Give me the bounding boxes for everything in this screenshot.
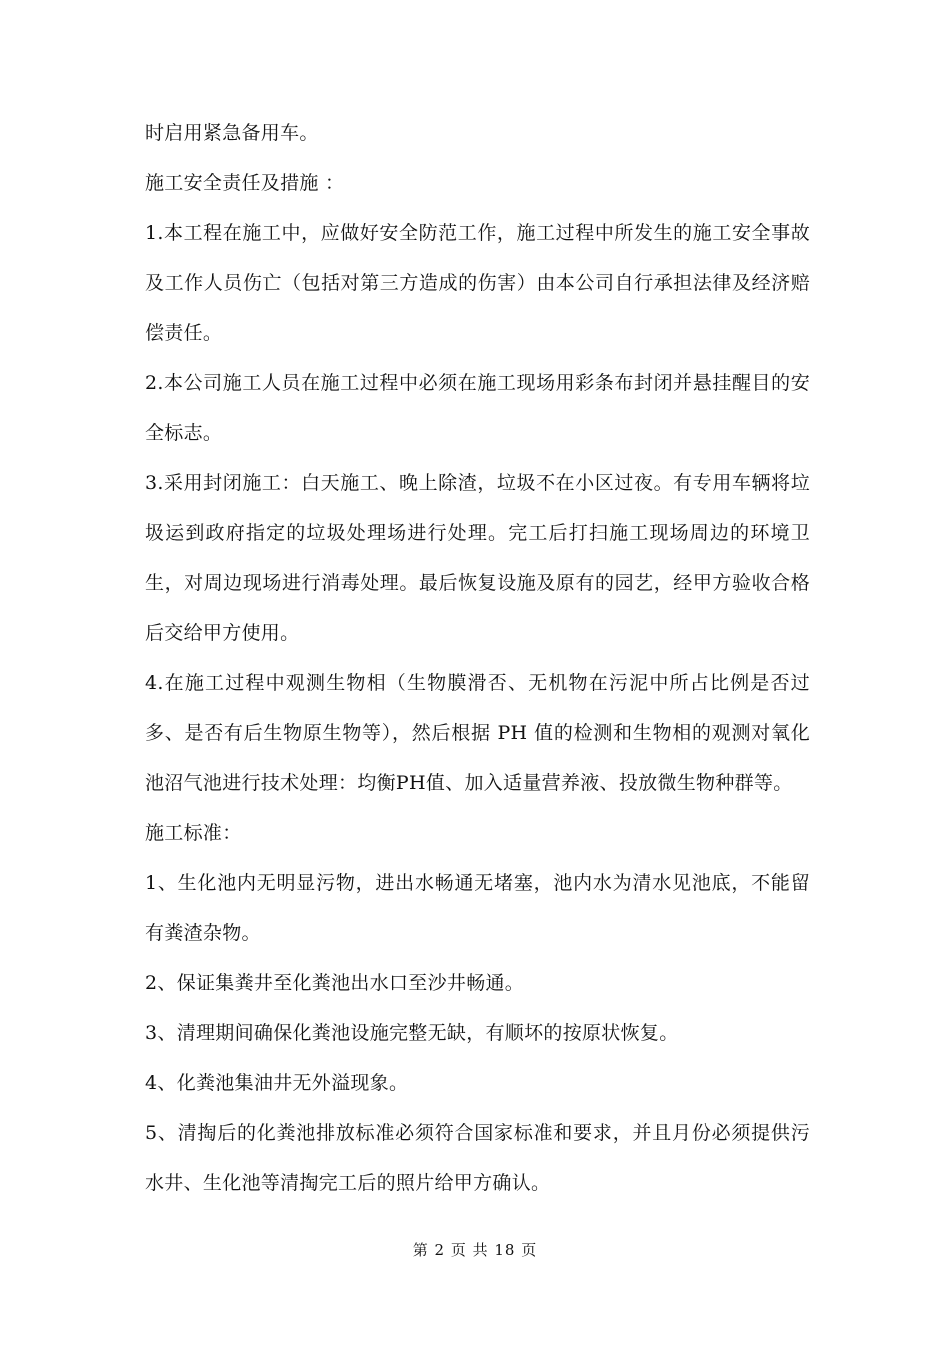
standard-item-4: 4、化粪池集油井无外溢现象。 <box>145 1072 409 1094</box>
section-heading-standards: 施工标准： <box>145 822 242 844</box>
standard-item-2: 2、保证集粪井至化粪池出水口至沙井畅通。 <box>145 972 525 994</box>
page-number-footer: 第 2 页 共 18 页 <box>412 1241 538 1259</box>
safety-item-2: 2.本公司施工人员在施工过程中必须在施工现场用彩条布封闭并悬挂醒目的安全标志。 <box>145 372 810 444</box>
safety-item-4: 4.在施工过程中观测生物相（生物膜滑否、无机物在污泥中所占比例是否过多、是否有后生物原生物等），然后根据 PH 值的检测和生物相的观测对氧化池沼气池进行技术处理：均衡PH值、加入适量营养液、投放微生物种群等。 <box>145 672 810 794</box>
safety-item-1: 1.本工程在施工中，应做好安全防范工作，施工过程中所发生的施工安全事故及工作人员伤亡（包括对第三方造成的伤害）由本公司自行承担法律及经济赔偿责任。 <box>145 222 810 344</box>
section-heading-safety: 施工安全责任及措施 ： <box>145 172 345 194</box>
standard-item-1: 1、生化池内无明显污物，进出水畅通无堵塞，池内水为清水见池底，不能留有粪渣杂物。 <box>145 872 810 944</box>
paragraph-continuation: 时启用紧急备用车。 <box>145 122 319 144</box>
standard-item-5: 5、清掏后的化粪池排放标准必须符合国家标准和要求，并且月份必须提供污水井、生化池等清掏完工后的照片给甲方确认。 <box>145 1122 810 1194</box>
safety-item-3: 3.采用封闭施工：白天施工、晚上除渣，垃圾不在小区过夜。有专用车辆将垃圾运到政府指定的垃圾处理场进行处理。完工后打扫施工现场周边的环境卫生，对周边现场进行消毒处理。最后恢复设施及原有的园艺，经甲方验收合格后交给甲方使用。 <box>145 472 810 644</box>
standard-item-3: 3、清理期间确保化粪池设施完整无缺，有顺坏的按原状恢复。 <box>145 1022 679 1044</box>
document-body <box>145 108 810 1208</box>
